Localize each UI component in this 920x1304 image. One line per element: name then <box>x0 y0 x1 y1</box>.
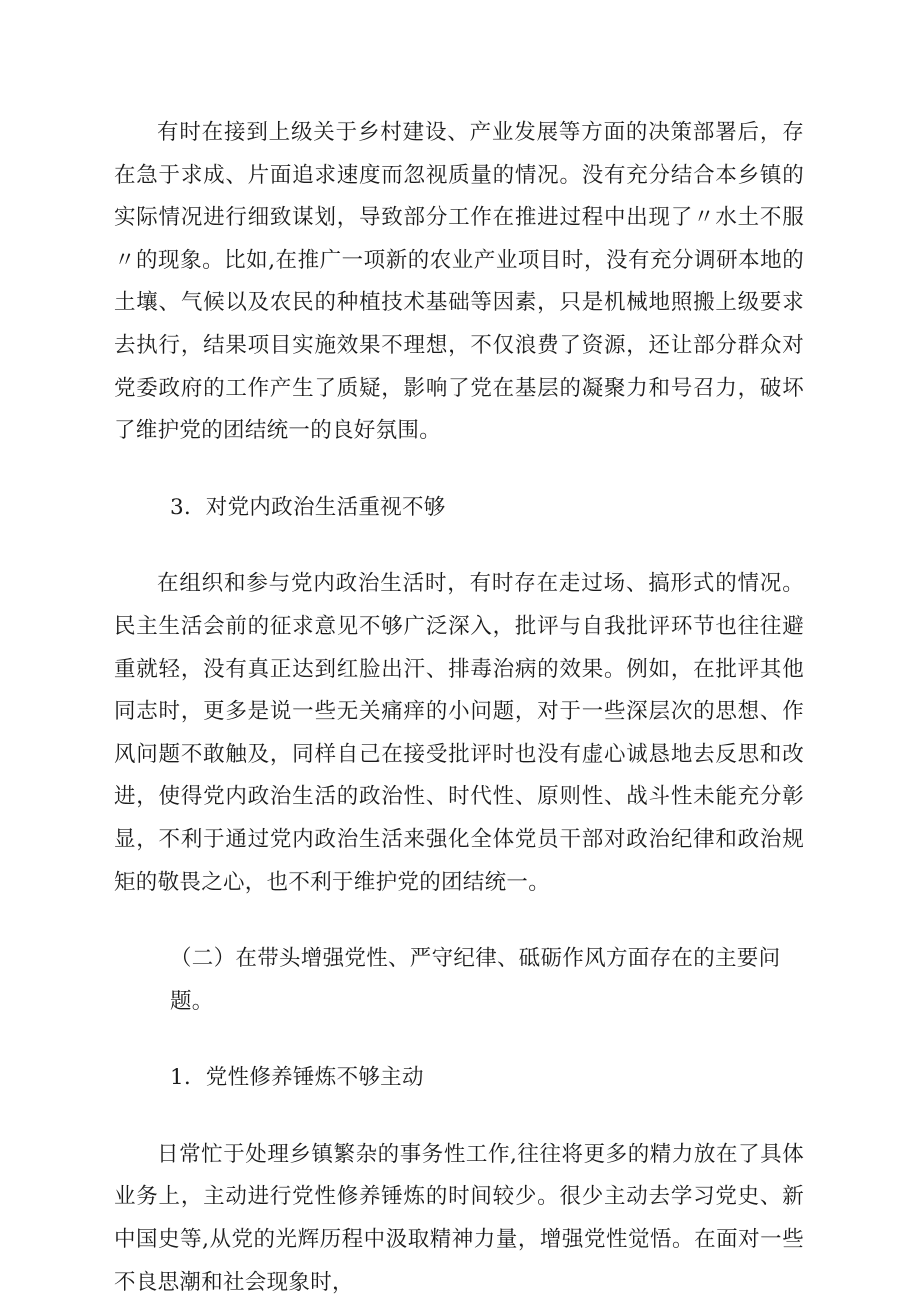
document-body <box>114 112 804 1304</box>
section-heading-party-spirit: （二）在带头增强党性、严守纪律、砥砺作风方面存在的主要问题。 <box>170 946 781 1014</box>
paragraph-party-cultivation: 日常忙于处理乡镇繁杂的事务性工作,往往将更多的精力放在了具体业务上，主动进行党性修养锤炼的时间较少。很少主动去学习党史、新中国史等,从党的光辉历程中汲取精神力量，增强党性觉悟。在面对一些不良思潮和社会现象时， <box>114 1141 804 1295</box>
subheading-party-cultivation: 1．党性修养锤炼不够主动 <box>170 1065 424 1091</box>
paragraph-political-life: 在组织和参与党内政治生活时，有时存在走过场、搞形式的情况。民主生活会前的征求意见不够广泛深入，批评与自我批评环节也往往避重就轻，没有真正达到红脸出汗、排毒治病的效果。例如，在批评其他同志时，更多是说一些无关痛痒的小问题，对于一些深层次的思想、作风问题不敢触及，同样自己在接受批评时也没有虚心诚恳地去反思和改进，使得党内政治生活的政治性、时代性、原则性、战斗性未能充分彰显，不利于通过党内政治生活来强化全体党员干部对政治纪律和政治规矩的敬畏之心，也不利于维护党的团结统一。 <box>114 571 804 895</box>
paragraph-decision-implementation: 有时在接到上级关于乡村建设、产业发展等方面的决策部署后，存在急于求成、片面追求速度而忽视质量的情况。没有充分结合本乡镇的实际情况进行细致谋划，导致部分工作在推进过程中出现了〃水土不服〃的现象。比如,在推广一项新的农业产业项目时，没有充分调研本地的土壤、气候以及农民的种植技术基础等因素，只是机械地照搬上级要求去执行，结果项目实施效果不理想，不仅浪费了资源，还让部分群众对党委政府的工作产生了质疑，影响了党在基层的凝聚力和号召力，破坏了维护党的团结统一的良好氛围。 <box>114 120 804 444</box>
subheading-political-life: 3．对党内政治生活重视不够 <box>170 494 446 520</box>
